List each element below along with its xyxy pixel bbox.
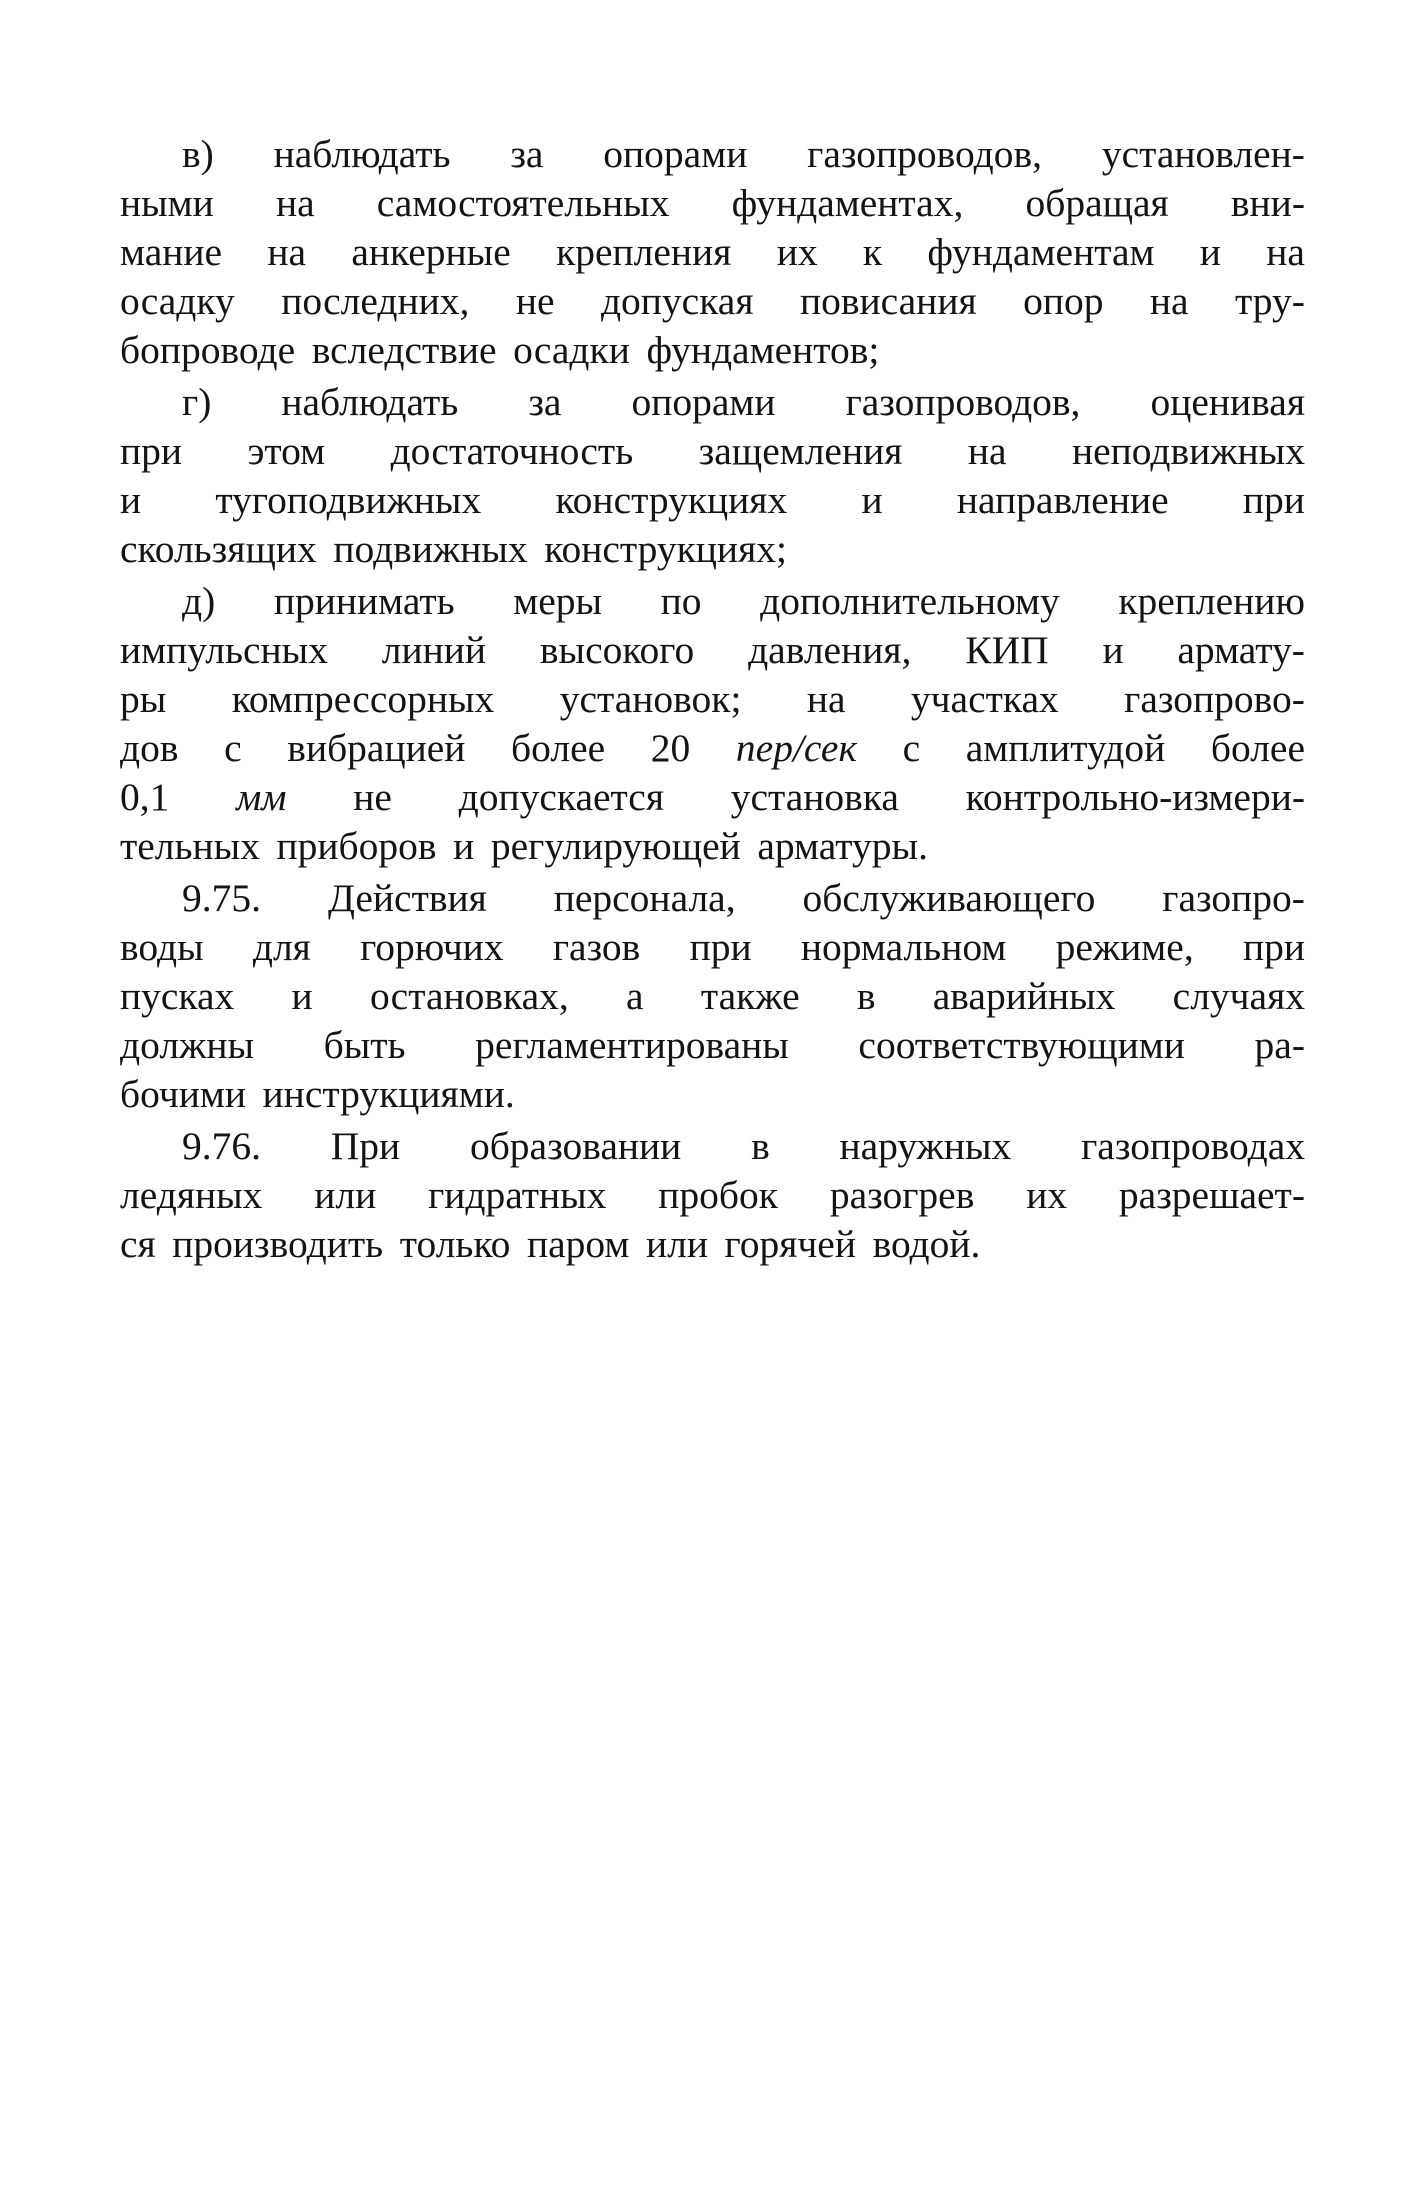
text-line: бочими инструкциями. — [120, 1072, 515, 1116]
text-line: скользящих подвижных конструкциях; — [120, 527, 787, 571]
text-line: д) принимать меры по дополнительному креплению — [182, 579, 1305, 623]
text-line: импульсных линий высокого давления, КИП и армату- — [120, 628, 1305, 672]
text-line: должны быть регламентированы соответствующими ра- — [120, 1023, 1305, 1067]
text-line: мание на анкерные крепления их к фундаментам и на — [120, 230, 1305, 274]
text-line: 9.76. При образовании в наружных газопроводах — [182, 1124, 1305, 1168]
text-line: воды для горючих газов при нормальном режиме, при — [120, 925, 1305, 969]
text-line: дов с вибрацией более 20 пер/сек с амплитудой более — [120, 726, 1305, 770]
paragraph-clause-9-75 — [120, 874, 1305, 1119]
paragraph-item-g — [120, 378, 1305, 574]
text-line: тельных приборов и регулирующей арматуры. — [120, 824, 928, 868]
paragraph-item-v — [120, 130, 1305, 375]
text-line: ными на самостоятельных фундаментах, обращая вни- — [120, 181, 1305, 225]
text-line: и тугоподвижных конструкциях и направление при — [120, 478, 1305, 522]
text-line: осадку последних, не допуская повисания опор на тру- — [120, 279, 1305, 323]
text-line: 0,1 мм не допускается установка контрольно-измери- — [120, 775, 1305, 819]
text-line: бопроводе вследствие осадки фундаментов; — [120, 328, 880, 372]
text-line: ры компрессорных установок; на участках газопрово- — [120, 677, 1305, 721]
paragraph-clause-9-76 — [120, 1122, 1305, 1269]
text-line: пусках и остановках, а также в аварийных случаях — [120, 974, 1305, 1018]
text-line: в) наблюдать за опорами газопроводов, установлен- — [182, 132, 1305, 176]
text-line: г) наблюдать за опорами газопроводов, оценивая — [182, 380, 1305, 424]
text-line: ся производить только паром или горячей водой. — [120, 1222, 981, 1266]
text-line: ледяных или гидратных пробок разогрев их разрешает- — [120, 1173, 1305, 1217]
text-line: 9.75. Действия персонала, обслуживающего газопро- — [182, 876, 1305, 920]
paragraph-item-d — [120, 577, 1305, 871]
document-page — [120, 130, 1305, 1269]
text-line: при этом достаточность защемления на неподвижных — [120, 429, 1305, 473]
